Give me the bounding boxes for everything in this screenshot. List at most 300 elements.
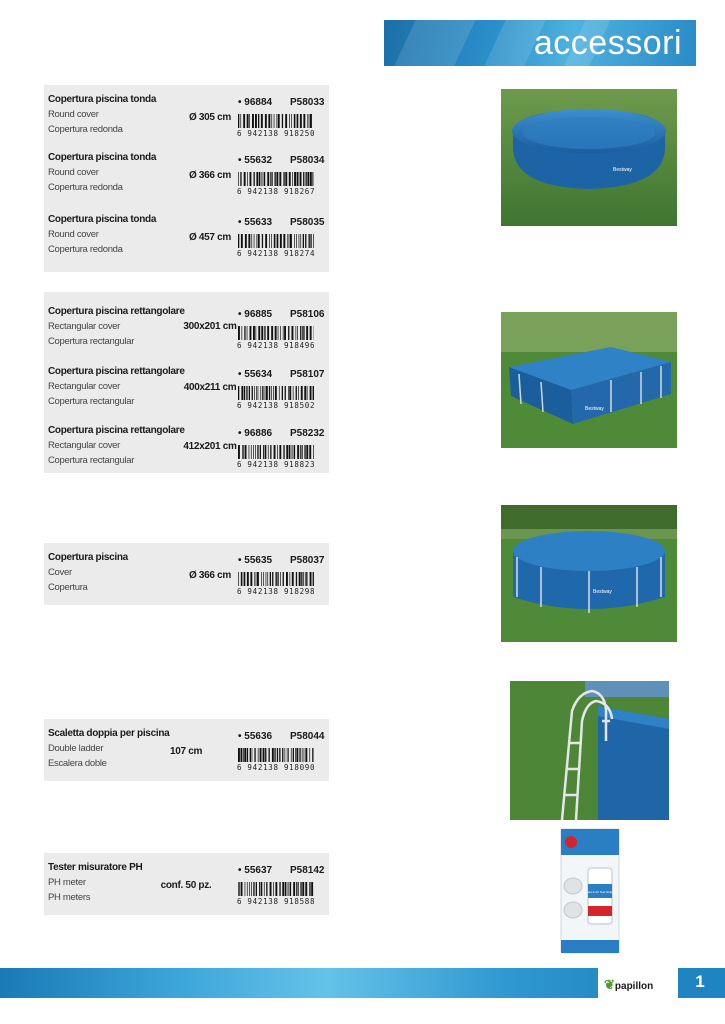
barcode-bar [306, 572, 307, 586]
product-code: • 96886 [238, 428, 273, 439]
barcode-bar [306, 172, 307, 186]
barcode-bar [276, 234, 277, 248]
rect-cover-photo [501, 312, 677, 448]
barcode-bar [271, 234, 272, 248]
product-name-es: Copertura rectangular [48, 396, 135, 407]
barcode-bar [260, 445, 261, 459]
barcode-bar [310, 572, 312, 586]
product-size: conf. 50 pz. [160, 880, 212, 891]
barcode-bar [307, 114, 308, 128]
barcode [238, 748, 314, 762]
barcode [238, 326, 314, 340]
barcode-bar [304, 386, 306, 400]
product-name-es: Escalera doble [48, 758, 107, 769]
barcode-number: 6 942138 918823 [237, 460, 316, 469]
barcode-bar [265, 386, 266, 400]
barcode-bar [300, 445, 301, 459]
barcode-bar [288, 326, 289, 340]
product-name: Copertura piscina rettangolare [48, 306, 185, 317]
barcode-bar [256, 326, 257, 340]
barcode-bar [288, 386, 289, 400]
barcode-bar [261, 114, 263, 128]
product-row [44, 552, 329, 612]
barcode-bar [241, 572, 242, 586]
barcode-bar [313, 572, 314, 586]
barcode-bar [250, 172, 252, 186]
barcode-bar [269, 748, 270, 762]
ladder-group [44, 719, 329, 781]
barcode-bar [258, 234, 260, 248]
barcode-bar [289, 172, 291, 186]
barcode-bar [244, 172, 246, 186]
barcode-bar [309, 445, 311, 459]
barcode-bar [265, 748, 266, 762]
barcode-bar [255, 445, 256, 459]
product-name: Copertura piscina tonda [48, 94, 157, 105]
barcode-bar [273, 386, 274, 400]
barcode-bar [275, 326, 277, 340]
barcode-bar [268, 114, 270, 128]
barcode-bar [286, 445, 288, 459]
product-size: Ø 366 cm [188, 170, 232, 181]
barcode-bar [244, 748, 246, 762]
barcode-bar [272, 572, 273, 586]
product-code: • 55633 [238, 217, 273, 228]
barcode-bar [300, 234, 301, 248]
barcode [238, 882, 314, 896]
product-row [44, 728, 329, 788]
barcode-bar [304, 445, 305, 459]
barcode-bar [297, 445, 299, 459]
barcode-bar [289, 882, 290, 896]
barcode-bar [251, 445, 252, 459]
product-name-en: Rectangular cover [48, 381, 120, 392]
barcode-bar [249, 445, 250, 459]
barcode-bar [257, 445, 258, 459]
barcode-bar [264, 882, 265, 896]
product-row [44, 862, 329, 922]
barcode-number: 6 942138 918274 [237, 249, 316, 258]
barcode-bar [294, 114, 295, 128]
barcode-bar [267, 172, 269, 186]
barcode-bar [239, 882, 240, 896]
barcode-bar [270, 172, 271, 186]
product-name-es: Copertura [48, 582, 88, 593]
barcode-bar [247, 114, 249, 128]
barcode-bar [285, 172, 287, 186]
barcode-bar [282, 882, 284, 896]
barcode-bar [274, 234, 275, 248]
barcode-bar [274, 114, 275, 128]
barcode-bar [288, 748, 289, 762]
product-name-en: Double ladder [48, 743, 104, 754]
product-ref: P58033 [290, 97, 325, 108]
barcode-bar [254, 748, 255, 762]
product-size: Ø 457 cm [188, 232, 232, 243]
barcode-bar [260, 748, 262, 762]
page-number-box [678, 968, 725, 998]
barcode-bar [268, 445, 269, 459]
barcode-bar [300, 326, 301, 340]
page-number: 1 [695, 972, 705, 991]
barcode-bar [280, 234, 282, 248]
product-ref: P58106 [290, 309, 325, 320]
barcode-bar [294, 234, 295, 248]
barcode-bar [257, 572, 259, 586]
barcode-bar [300, 172, 302, 186]
product-ref: P58044 [290, 731, 325, 742]
barcode-bar [289, 445, 290, 459]
ladder-photo [510, 681, 669, 820]
barcode-bar [276, 572, 277, 586]
product-code: • 55636 [238, 731, 273, 742]
barcode-bar [296, 114, 297, 128]
barcode-bar [259, 882, 260, 896]
barcode-bar [279, 172, 281, 186]
barcode-bar [313, 445, 314, 459]
barcode-number: 6 942138 918298 [237, 587, 316, 596]
barcode-bar [303, 234, 304, 248]
barcode-bar [296, 234, 297, 248]
product-name-en: Cover [48, 567, 72, 578]
barcode-bar [307, 386, 308, 400]
barcode-bar [241, 234, 243, 248]
leaf-icon: ❦ [604, 977, 615, 992]
barcode [238, 234, 314, 248]
barcode-bar [285, 386, 286, 400]
barcode-bar [310, 326, 312, 340]
barcode-bar [290, 572, 291, 586]
barcode-bar [252, 386, 253, 400]
barcode-bar [243, 572, 244, 586]
barcode-bar [309, 114, 310, 128]
product-name-es: Copertura redonda [48, 244, 123, 255]
ph-tester-photo [560, 828, 620, 954]
product-name-es: Copertura redonda [48, 124, 123, 135]
barcode-number: 6 942138 918502 [237, 401, 316, 410]
barcode-bar [302, 748, 303, 762]
barcode-bar [310, 172, 312, 186]
barcode-bar [292, 172, 293, 186]
product-name-en: Rectangular cover [48, 321, 120, 332]
barcode-bar [256, 882, 257, 896]
barcode-bar [267, 326, 269, 340]
product-name: Scaletta doppia per piscina [48, 728, 170, 739]
barcode-bar [277, 445, 278, 459]
barcode-bar [250, 572, 252, 586]
barcode-bar [241, 748, 243, 762]
barcode-bar [258, 326, 260, 340]
barcode-bar [294, 445, 295, 459]
barcode-bar [267, 572, 268, 586]
barcode-number: 6 942138 918250 [237, 129, 316, 138]
barcode-bar [254, 234, 255, 248]
barcode-bar [262, 386, 263, 400]
barcode-bar [241, 386, 243, 400]
barcode-number: 6 942138 918496 [237, 341, 316, 350]
barcode-bar [300, 114, 302, 128]
barcode-bar [250, 326, 252, 340]
barcode-bar [272, 172, 273, 186]
barcode-bar [293, 445, 294, 459]
barcode-bar [244, 572, 245, 586]
barcode-bar [303, 172, 304, 186]
product-size: 412x201 cm [183, 441, 237, 452]
barcode [238, 172, 314, 186]
barcode-bar [245, 234, 247, 248]
tester-label: Test & Air Test Strips [586, 890, 614, 894]
barcode-bar [280, 572, 281, 586]
barcode-bar [258, 114, 259, 128]
barcode-bar [276, 172, 278, 186]
product-name: Copertura piscina rettangolare [48, 425, 185, 436]
barcode-bar [278, 114, 280, 128]
round-cover-group [44, 85, 329, 272]
product-name-en: Round cover [48, 109, 99, 120]
barcode-bar [247, 326, 248, 340]
barcode-bar [243, 114, 245, 128]
barcode-bar [266, 882, 267, 896]
barcode-bar [279, 882, 280, 896]
barcode-bar [260, 386, 261, 400]
barcode-bar [261, 572, 262, 586]
barcode-bar [238, 386, 239, 400]
barcode-bar [238, 172, 239, 186]
barcode-bar [262, 234, 263, 248]
brand-label: Bestway [613, 167, 632, 173]
product-code: • 55637 [238, 865, 273, 876]
barcode-bar [247, 172, 248, 186]
barcode-bar [249, 882, 250, 896]
product-name-es: Copertura rectangular [48, 336, 135, 347]
papillon-logo: ❦papillon [604, 977, 654, 992]
barcode-bar [274, 445, 276, 459]
barcode-bar [270, 882, 272, 896]
barcode-bar [277, 114, 278, 128]
barcode-bar [287, 234, 288, 248]
product-name: Copertura piscina tonda [48, 152, 157, 163]
barcode-bar [296, 748, 298, 762]
barcode-bar [253, 882, 254, 896]
barcode-bar [311, 882, 313, 896]
barcode-bar [305, 748, 307, 762]
product-code: • 55632 [238, 155, 273, 166]
barcode-bar [264, 172, 265, 186]
barcode-bar [310, 234, 311, 248]
barcode-bar [278, 326, 279, 340]
barcode-bar [258, 748, 259, 762]
product-name-en: Round cover [48, 167, 99, 178]
product-name: Tester misuratore PH [48, 862, 143, 873]
barcode-bar [282, 748, 283, 762]
product-size: Ø 305 cm [188, 112, 232, 123]
barcode-number: 6 942138 918090 [237, 763, 316, 772]
barcode-bar [254, 172, 255, 186]
barcode-bar [293, 748, 294, 762]
barcode-bar [287, 748, 288, 762]
barcode-bar [256, 172, 258, 186]
barcode [238, 114, 314, 128]
barcode [238, 386, 314, 400]
barcode-bar [297, 172, 299, 186]
product-ref: P58035 [290, 217, 325, 228]
tester-group [44, 853, 329, 915]
barcode-bar [298, 882, 299, 896]
product-name-en: PH meter [48, 877, 86, 888]
barcode-bar [245, 445, 247, 459]
barcode-bar [295, 748, 296, 762]
barcode-bar [256, 572, 257, 586]
barcode-bar [283, 572, 284, 586]
barcode-bar [290, 234, 292, 248]
rect-cover-group [44, 292, 329, 473]
barcode-bar [299, 234, 300, 248]
barcode-bar [238, 572, 239, 586]
barcode-bar [296, 572, 297, 586]
product-row [44, 94, 329, 154]
barcode-bar [277, 234, 278, 248]
product-name: Copertura piscina [48, 552, 128, 563]
product-row [44, 306, 329, 366]
barcode-bar [289, 114, 290, 128]
barcode-bar [310, 114, 312, 128]
barcode-bar [277, 748, 278, 762]
barcode-bar [285, 748, 286, 762]
barcode-bar [302, 326, 303, 340]
barcode-bar [303, 114, 305, 128]
product-size: 300x201 cm [183, 321, 237, 332]
barcode-bar [245, 882, 246, 896]
barcode-bar [307, 172, 309, 186]
barcode-bar [309, 882, 310, 896]
barcode-bar [248, 234, 250, 248]
barcode-bar [304, 748, 305, 762]
barcode-bar [296, 386, 297, 400]
barcode-bar [287, 882, 288, 896]
barcode-bar [251, 234, 252, 248]
barcode-bar [291, 445, 292, 459]
product-row [44, 366, 329, 426]
barcode-bar [238, 445, 240, 459]
round-frame-cover-photo [501, 505, 677, 642]
barcode-bar [299, 748, 300, 762]
barcode-bar [306, 326, 308, 340]
brand-label: Bestway [585, 406, 604, 412]
barcode-bar [247, 572, 249, 586]
barcode-bar [283, 326, 284, 340]
product-name: Copertura piscina tonda [48, 214, 157, 225]
barcode-bar [283, 445, 284, 459]
barcode-bar [305, 572, 306, 586]
product-code: • 96885 [238, 309, 273, 320]
barcode-bar [297, 326, 298, 340]
product-ref: P58107 [290, 369, 325, 380]
barcode-bar [302, 445, 303, 459]
barcode-bar [291, 114, 292, 128]
barcode-bar [252, 114, 254, 128]
barcode-bar [246, 386, 247, 400]
barcode-bar [244, 386, 245, 400]
barcode-bar [264, 326, 265, 340]
barcode-bar [293, 386, 294, 400]
barcode-bar [301, 386, 303, 400]
barcode-bar [292, 572, 294, 586]
barcode-bar [310, 386, 312, 400]
barcode-bar [272, 748, 274, 762]
barcode-bar [254, 572, 255, 586]
barcode-bar [238, 748, 240, 762]
product-ref: P58142 [290, 865, 325, 876]
barcode-bar [289, 234, 290, 248]
barcode-bar [284, 326, 286, 340]
barcode-bar [313, 386, 314, 400]
barcode-number: 6 942138 918267 [237, 187, 316, 196]
barcode-bar [299, 572, 301, 586]
barcode-bar [251, 882, 252, 896]
barcode-bar [243, 445, 244, 459]
barcode-bar [240, 114, 241, 128]
barcode-bar [285, 882, 286, 896]
barcode-bar [263, 172, 264, 186]
barcode-bar [274, 748, 275, 762]
barcode-bar [305, 882, 307, 896]
barcode-bar [242, 326, 243, 340]
barcode-bar [238, 114, 239, 128]
barcode-bar [309, 748, 310, 762]
barcode-bar [275, 386, 277, 400]
barcode-bar [244, 326, 245, 340]
barcode-bar [266, 572, 267, 586]
barcode-bar [312, 748, 313, 762]
barcode-bar [270, 572, 271, 586]
barcode-bar [294, 172, 296, 186]
barcode [238, 445, 314, 459]
barcode-bar [249, 114, 250, 128]
barcode-bar [279, 445, 281, 459]
barcode-bar [247, 882, 248, 896]
barcode-bar [303, 326, 304, 340]
barcode-bar [269, 386, 270, 400]
barcode-bar [305, 234, 306, 248]
barcode-bar [297, 114, 298, 128]
barcode-bar [269, 234, 270, 248]
barcode-bar [277, 572, 278, 586]
product-size: 107 cm [169, 746, 203, 757]
barcode-bar [254, 386, 255, 400]
product-ref: P58034 [290, 155, 325, 166]
barcode-bar [265, 234, 267, 248]
barcode-bar [296, 326, 297, 340]
product-code: • 96884 [238, 97, 273, 108]
barcode-bar [301, 572, 302, 586]
barcode-bar [296, 882, 297, 896]
barcode-bar [258, 386, 259, 400]
barcode-bar [286, 572, 288, 586]
barcode-bar [265, 445, 266, 459]
barcode-bar [280, 326, 281, 340]
barcode-bar [263, 572, 264, 586]
barcode-bar [306, 445, 308, 459]
barcode-bar [289, 386, 291, 400]
product-row [44, 425, 329, 485]
barcode-bar [271, 386, 272, 400]
barcode-bar [241, 882, 243, 896]
product-ref: P58037 [290, 555, 325, 566]
brand-label: Bestway [593, 589, 612, 595]
barcode-bar [261, 172, 262, 186]
barcode-bar [275, 172, 276, 186]
product-name-es: PH meters [48, 892, 91, 903]
